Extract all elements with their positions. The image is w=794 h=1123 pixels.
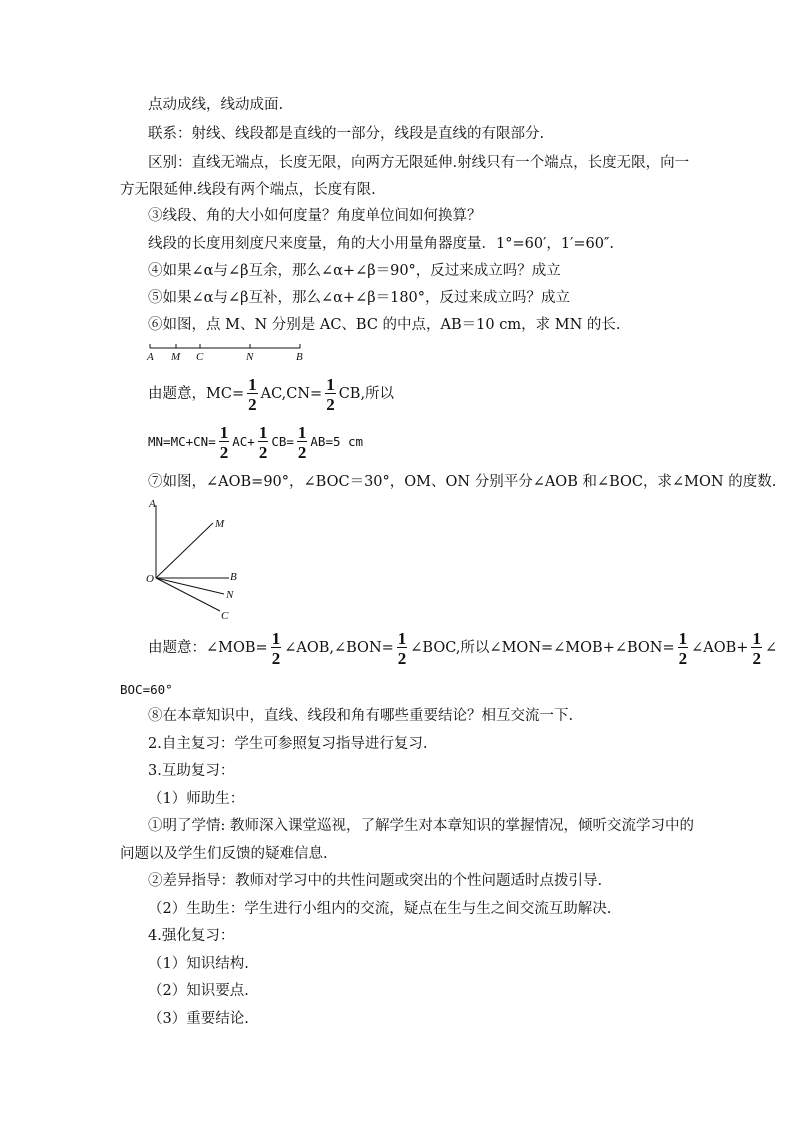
fraction: $\frac{1}{2}$ xyxy=(752,628,761,668)
text-line: ⑤如果∠α与∠β互补，那么∠α+∠β＝180°，反过来成立吗？成立 xyxy=(148,290,571,306)
text-line: ⑥如图，点 M、N 分别是 AC、BC 的中点，AB＝10 cm，求 MN 的长. xyxy=(148,317,621,333)
text-line: （1）知识结构. xyxy=(148,956,249,972)
fraction: $\frac{1}{2}$ xyxy=(219,423,229,462)
segment-figure xyxy=(140,340,320,364)
text-line: ③线段、角的大小如何度量？角度单位间如何换算？ xyxy=(148,208,482,224)
text-line: 点动成线，线动成面. xyxy=(148,97,284,113)
text-line: （2）生助生：学生进行小组内的交流，疑点在生与生之间交流互助解决. xyxy=(148,901,612,917)
ray-on xyxy=(156,578,224,594)
point-label-c: C xyxy=(221,610,229,622)
fraction: $\frac{1}{2}$ xyxy=(297,423,307,462)
equation-line xyxy=(148,628,777,668)
text-line: 区别：直线无端点，长度无限，向两方无限延伸.射线只有一个端点，长度无限，向一 xyxy=(148,155,690,171)
angle-figure xyxy=(140,495,250,625)
fraction: $\frac{1}{2}$ xyxy=(397,628,407,668)
text-line: ⑦如图，∠AOB=90°，∠BOC＝30°，OM、ON 分别平分∠AOB 和∠BOC，求∠MON 的度数. xyxy=(148,474,777,490)
point-label-m: M xyxy=(171,351,181,363)
fraction: $\frac{1}{2}$ xyxy=(678,628,688,668)
fraction: $\frac{1}{2}$ xyxy=(248,374,257,414)
eq-text: ∠ xyxy=(764,640,778,656)
point-label-b: B xyxy=(296,351,303,363)
point-label-a: A xyxy=(149,498,156,510)
eq-text: AB=5 cm xyxy=(310,434,364,449)
point-label-c: C xyxy=(196,351,204,363)
text-line: 方无限延伸.线段有两个端点，长度有限. xyxy=(120,182,376,198)
eq-text: CB= xyxy=(271,434,294,449)
point-label-o: O xyxy=(146,573,154,585)
ray-oc xyxy=(156,578,220,611)
fraction: $\frac{1}{2}$ xyxy=(326,374,335,414)
point-label-a: A xyxy=(147,351,154,363)
text-line: 4.强化复习： xyxy=(148,928,235,944)
eq-text: AC,CN= xyxy=(260,386,323,402)
eq-text: ∠AOB+ xyxy=(691,640,749,656)
eq-text: ∠BOC,所以∠MON=∠MOB+∠BON= xyxy=(410,640,675,656)
text-line: ②差异指导：教师对学习中的共性问题或突出的个性问题适时点拨引导. xyxy=(148,873,603,889)
equation-line xyxy=(148,374,394,414)
text-line: （2）知识要点. xyxy=(148,983,249,999)
text-line: ⑧在本章知识中，直线、线段和角有哪些重要结论？相互交流一下. xyxy=(148,708,574,724)
text-line: ①明了学情: 教师深入课堂巡视，了解学生对本章知识的掌握情况，倾听交流学习中的 xyxy=(148,818,694,834)
point-label-n: N xyxy=(226,589,234,601)
fraction: $\frac{1}{2}$ xyxy=(258,423,268,462)
eq-text: ∠AOB,∠BON= xyxy=(284,640,394,656)
eq-text: CB,所以 xyxy=(338,386,395,402)
point-label-n: N xyxy=(246,351,254,363)
eq-text: AC+ xyxy=(232,434,255,449)
eq-text: 由题意：∠MOB= xyxy=(148,640,268,656)
text-line: （3）重要结论. xyxy=(148,1011,249,1027)
point-label-m: M xyxy=(215,518,225,530)
text-line: BOC=60° xyxy=(120,682,173,697)
fraction: $\frac{1}{2}$ xyxy=(271,628,281,668)
text-line: 2.自主复习：学生可参照复习指导进行复习. xyxy=(148,736,428,752)
text-line: 联系：射线、线段都是直线的一部分，线段是直线的有限部分. xyxy=(148,126,545,142)
eq-text: 由题意，MC= xyxy=(148,386,245,402)
text-line: 线段的长度用刻度尺来度量，角的大小用量角器度量．1°=60′，1′=60″. xyxy=(148,236,615,252)
point-label-b: B xyxy=(230,571,237,583)
ray-om xyxy=(156,523,213,578)
text-line: 问题以及学生们反馈的疑难信息. xyxy=(120,846,328,862)
eq-text: MN=MC+CN= xyxy=(148,434,216,449)
text-line: （1）师助生： xyxy=(148,791,245,807)
text-line: ④如果∠α与∠β互余，那么∠α+∠β＝90°，反过来成立吗？成立 xyxy=(148,263,561,279)
text-line: 3.互助复习： xyxy=(148,763,235,779)
equation-line xyxy=(148,422,363,462)
